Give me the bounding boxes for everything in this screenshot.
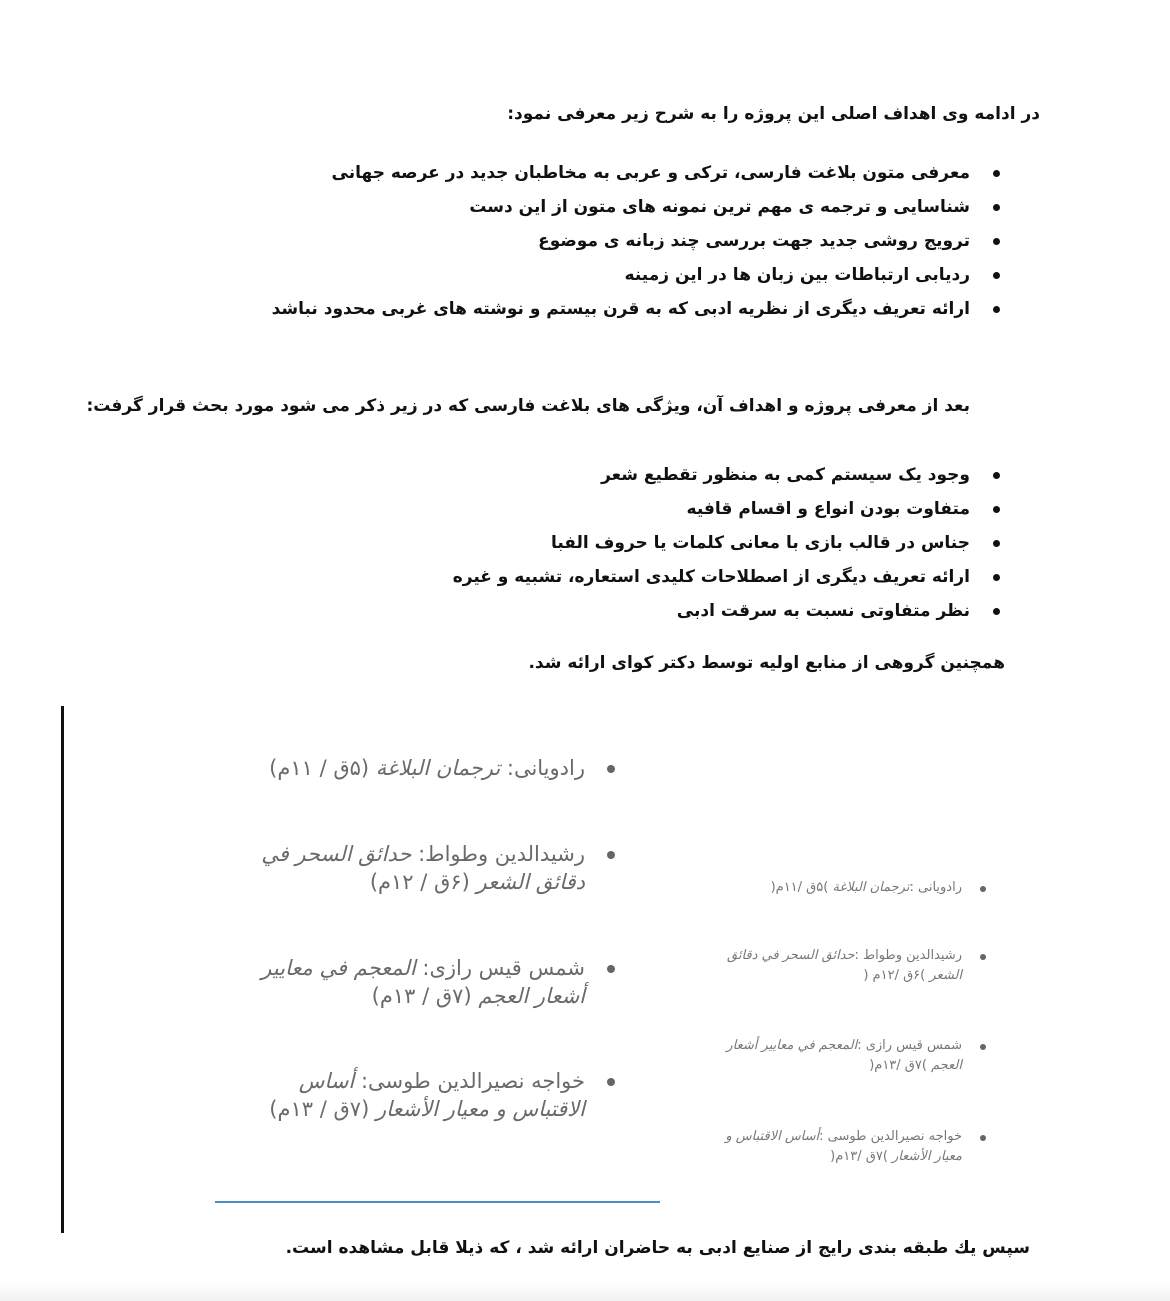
list-item xyxy=(255,1067,585,1123)
intro-paragraph-features: بعد از معرفی پروژه و اهداف آن، ویژگی های بلاغت فارسی که در زیر ذکر می شود مورد بحث قرار گرفت: xyxy=(86,396,970,416)
list-item xyxy=(702,1036,962,1076)
source-author: رادویانی: xyxy=(500,756,585,780)
quote-bar xyxy=(61,706,64,1233)
source-author: شمس قیس رازی: xyxy=(415,956,585,980)
bullet-icon xyxy=(993,170,1000,177)
bullet-icon xyxy=(980,886,986,892)
source-date: )۷ق /۱۳م( xyxy=(869,1058,932,1073)
bullet-icon xyxy=(993,306,1000,313)
list-item xyxy=(453,528,970,562)
source-date: )۵ق /۱۱م( xyxy=(770,880,833,895)
source-title: المعجم في معاییر أشعار العجم xyxy=(261,956,585,1008)
list-item xyxy=(702,946,962,986)
bullet-icon xyxy=(993,540,1000,547)
source-date: (۵ق / ۱۱م) xyxy=(269,756,376,780)
list-item xyxy=(255,954,585,1010)
list-item xyxy=(272,226,970,260)
source-date: (۷ق / ۱۳م) xyxy=(371,984,479,1008)
list-item xyxy=(453,460,970,494)
list-item-text: ارائه تعریف دیگری از نظریه ادبی که به قرن بیستم و نوشته های غربی محدود نباشد xyxy=(271,299,970,319)
list-item xyxy=(255,754,585,782)
list-item xyxy=(272,158,970,192)
source-author: رشیدالدین وطواط : xyxy=(854,948,962,963)
list-item-text: ردیابی ارتباطات بین زبان ها در این زمینه xyxy=(624,265,970,285)
list-item-text: ترویج روشی جدید جهت بررسی چند زبانه ی موضوع xyxy=(538,231,970,251)
source-title: أساس الاقتباس و معيار الأشعار xyxy=(298,1069,585,1121)
source-author: شمس قیس رازی : xyxy=(857,1038,962,1053)
bullet-icon xyxy=(607,851,615,859)
source-title: حدائق السحر في دقائق الشعر xyxy=(727,948,962,983)
list-item-text: نظر متفاوتی نسبت به سرقت ادبی xyxy=(676,601,970,621)
bullet-icon xyxy=(993,272,1000,279)
divider-line xyxy=(215,1201,660,1203)
list-item xyxy=(453,494,970,528)
source-title: ترجمان البلاغة xyxy=(375,756,501,780)
source-author: خواجه نصیرالدین طوسی : xyxy=(819,1129,962,1144)
bullet-icon xyxy=(607,965,615,973)
bullet-icon xyxy=(993,204,1000,211)
source-title: أساس الاقتباس و معيار الأشعار xyxy=(725,1129,962,1164)
list-item xyxy=(453,596,970,630)
page-bottom-edge xyxy=(0,1283,1170,1301)
bullet-icon xyxy=(607,765,615,773)
source-author: رادویانی : xyxy=(909,880,962,895)
intro-paragraph-goals: در ادامه وی اهداف اصلی این پروژه را به شرح زیر معرفی نمود: xyxy=(507,104,1040,124)
source-title: حدائق السحر في دقائق الشعر xyxy=(261,842,585,894)
goals-list xyxy=(272,158,970,328)
list-item-text: وجود یک سیستم کمی به منظور تقطیع شعر xyxy=(601,465,970,485)
features-list xyxy=(453,460,970,630)
list-item xyxy=(272,192,970,226)
source-date: )۶ق /۱۲م ( xyxy=(863,968,930,983)
bullet-icon xyxy=(993,574,1000,581)
bullet-icon xyxy=(607,1078,615,1086)
bullet-icon xyxy=(993,238,1000,245)
list-item xyxy=(255,840,585,896)
list-item-text: ارائه تعریف دیگری از اصطلاحات کلیدی استعاره، تشبیه و غیره xyxy=(452,567,970,587)
bullet-icon xyxy=(980,1044,986,1050)
bullet-icon xyxy=(993,608,1000,615)
bullet-icon xyxy=(980,1135,986,1141)
intro-paragraph-sources: همچنین گروهی از منابع اولیه توسط دکتر کوای ارائه شد. xyxy=(528,653,1005,673)
source-date: (۷ق / ۱۳م) xyxy=(269,1097,376,1121)
source-title: ترجمان البلاغة xyxy=(832,880,910,895)
bullet-icon xyxy=(993,472,1000,479)
list-item xyxy=(272,260,970,294)
source-author: رشیدالدین وطواط: xyxy=(411,842,585,866)
outro-paragraph: سپس یك طبقه بندی رایج از صنایع ادبی به حاضران ارائه شد ، که ذیلا قابل مشاهده است. xyxy=(285,1238,1030,1258)
list-item xyxy=(453,562,970,596)
list-item-text: معرفی متون بلاغت فارسی، ترکی و عربی به مخاطبان جدید در عرصه جهانی xyxy=(331,163,970,183)
source-author: خواجه نصیرالدین طوسی: xyxy=(354,1069,585,1093)
list-item xyxy=(272,294,970,328)
source-date: (۶ق / ۱۲م) xyxy=(369,870,477,894)
list-item xyxy=(702,878,962,898)
source-date: )۷ق /۱۳م( xyxy=(830,1149,893,1164)
list-item-text: شناسایی و ترجمه ی مهم ترین نمونه های متون از این دست xyxy=(469,197,970,217)
bullet-icon xyxy=(980,954,986,960)
list-item xyxy=(702,1127,962,1167)
source-title: المعجم في معاییر أشعار العجم xyxy=(726,1038,962,1073)
bullet-icon xyxy=(993,506,1000,513)
list-item-text: جناس در قالب بازی با معانی کلمات یا حروف الفبا xyxy=(550,533,970,553)
list-item-text: متفاوت بودن انواع و اقسام قافیه xyxy=(686,499,970,519)
